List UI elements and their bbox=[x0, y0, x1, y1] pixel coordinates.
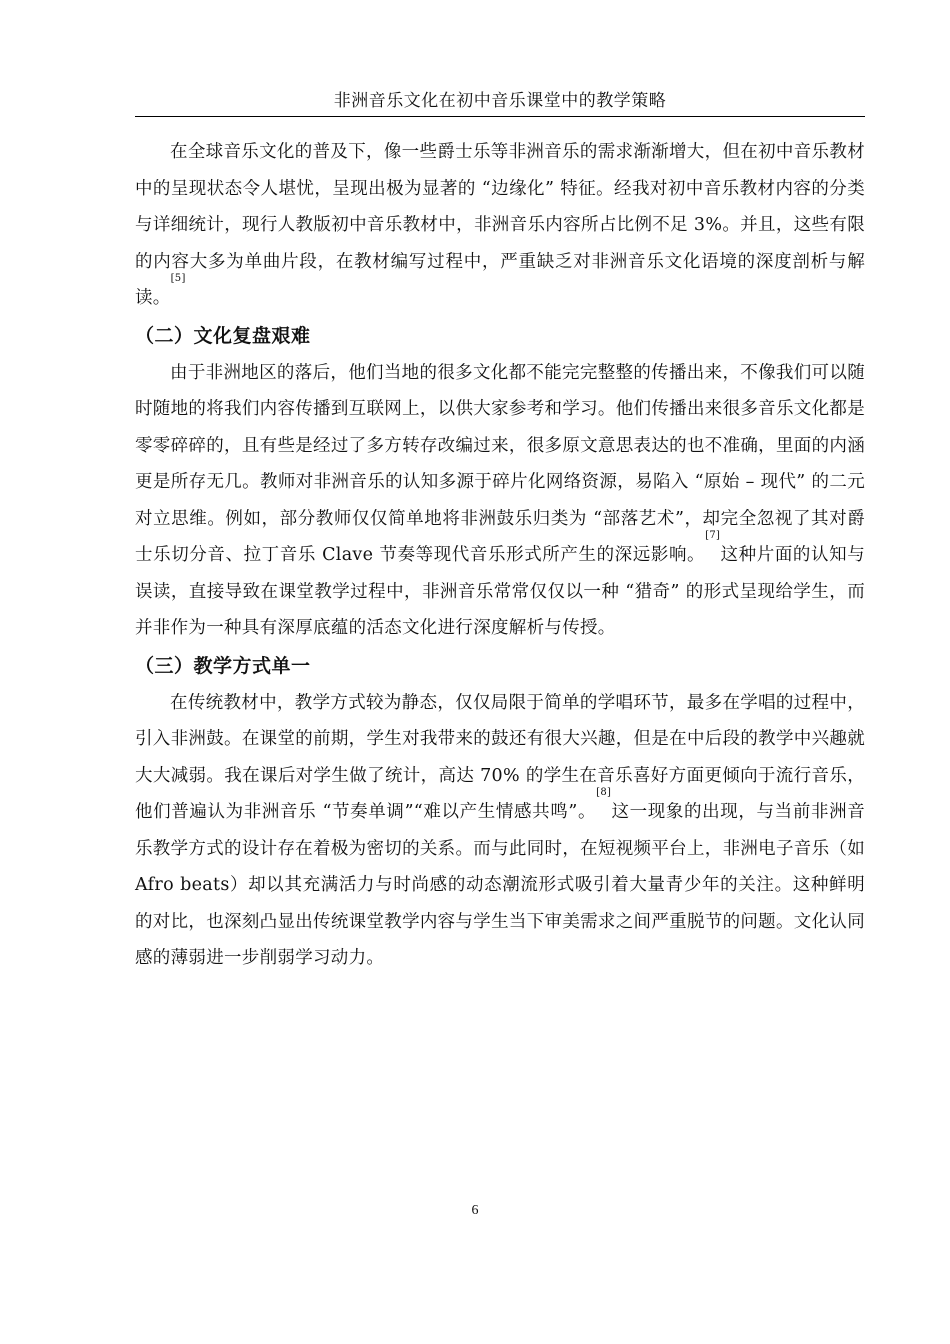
citation-marker: [7] bbox=[705, 530, 721, 541]
page-number: 6 bbox=[471, 1203, 479, 1218]
paragraph-culture bbox=[135, 355, 865, 647]
document-body bbox=[135, 134, 865, 977]
paragraph-teaching bbox=[135, 685, 865, 977]
citation-marker: [8] bbox=[596, 787, 612, 798]
paragraph-text: 在传统教材中，教学方式较为静态，仅仅局限于简单的学唱环节，最多在学唱的过程中，引入非洲鼓。在课堂的前期，学生对我带来的鼓还有很大兴趣，但是在中后段的教学中兴趣就大大减弱。我在课后对学生做了统计，高达 70% 的学生在音乐喜好方面更倾向于流行音乐，他们普遍认为非洲音乐 “节奏单调”“难以产生情感共鸣”。 bbox=[135, 692, 865, 822]
page-header bbox=[135, 88, 865, 117]
paragraph-text: 由于非洲地区的落后，他们当地的很多文化都不能完完整整的传播出来，不像我们可以随时随地的将我们内容传播到互联网上，以供大家参考和学习。他们传播出来很多音乐文化都是零零碎碎的，且有些是经过了多方转存改编过来，很多原文意思表达的也不准确，里面的内涵更是所存无几。教师对非洲音乐的认知多源于碎片化网络资源，易陷入 “原始 – 现代” 的二元对立思维。例如，部分教师仅仅简单地将非洲鼓乐归类为 “部落艺术”，却完全忽视了其对爵士乐切分音、拉丁音乐 Clave 节奏等现代音乐形式所产生的深远影响。 bbox=[135, 362, 865, 565]
paragraph-text: 这种片面的认知与误读，直接导致在课堂教学过程中，非洲音乐常常仅仅以一种 “猎奇” 的形式呈现给学生，而并非作为一种具有深厚底蕴的活态文化进行深度解析与传授。 bbox=[135, 545, 865, 638]
citation-marker: [5] bbox=[170, 273, 186, 284]
header-title: 非洲音乐文化在初中音乐课堂中的教学策略 bbox=[333, 91, 667, 111]
paragraph-edge-status bbox=[135, 134, 865, 317]
section-heading-culture: （二）文化复盘艰难 bbox=[135, 324, 311, 347]
section-heading-teaching: （三）教学方式单一 bbox=[135, 654, 311, 677]
paragraph-text: 在全球音乐文化的普及下，像一些爵士乐等非洲音乐的需求渐渐增大，但在初中音乐教材中的呈现状态令人堪忧，呈现出极为显著的 “边缘化” 特征。经我对初中音乐教材内容的分类与详细统计，现行人教版初中音乐教材中，非洲音乐内容所占比例不足 3%。并且，这些有限的内容大多为单曲片段，在教材编写过程中，严重缺乏对非洲音乐文化语境的深度剖析与解读。 bbox=[135, 142, 865, 308]
paragraph-text: 这一现象的出现，与当前非洲音乐教学方式的设计存在着极为密切的关系。而与此同时，在短视频平台上，非洲电子音乐（如 Afro beats）却以其充满活力与时尚感的动态潮流形式吸引着大量青少年的关注。这种鲜明的对比，也深刻凸显出传统课堂教学内容与学生当下审美需求之间严重脱节的问题。文化认同感的薄弱进一步削弱学习动力。 bbox=[135, 802, 866, 968]
